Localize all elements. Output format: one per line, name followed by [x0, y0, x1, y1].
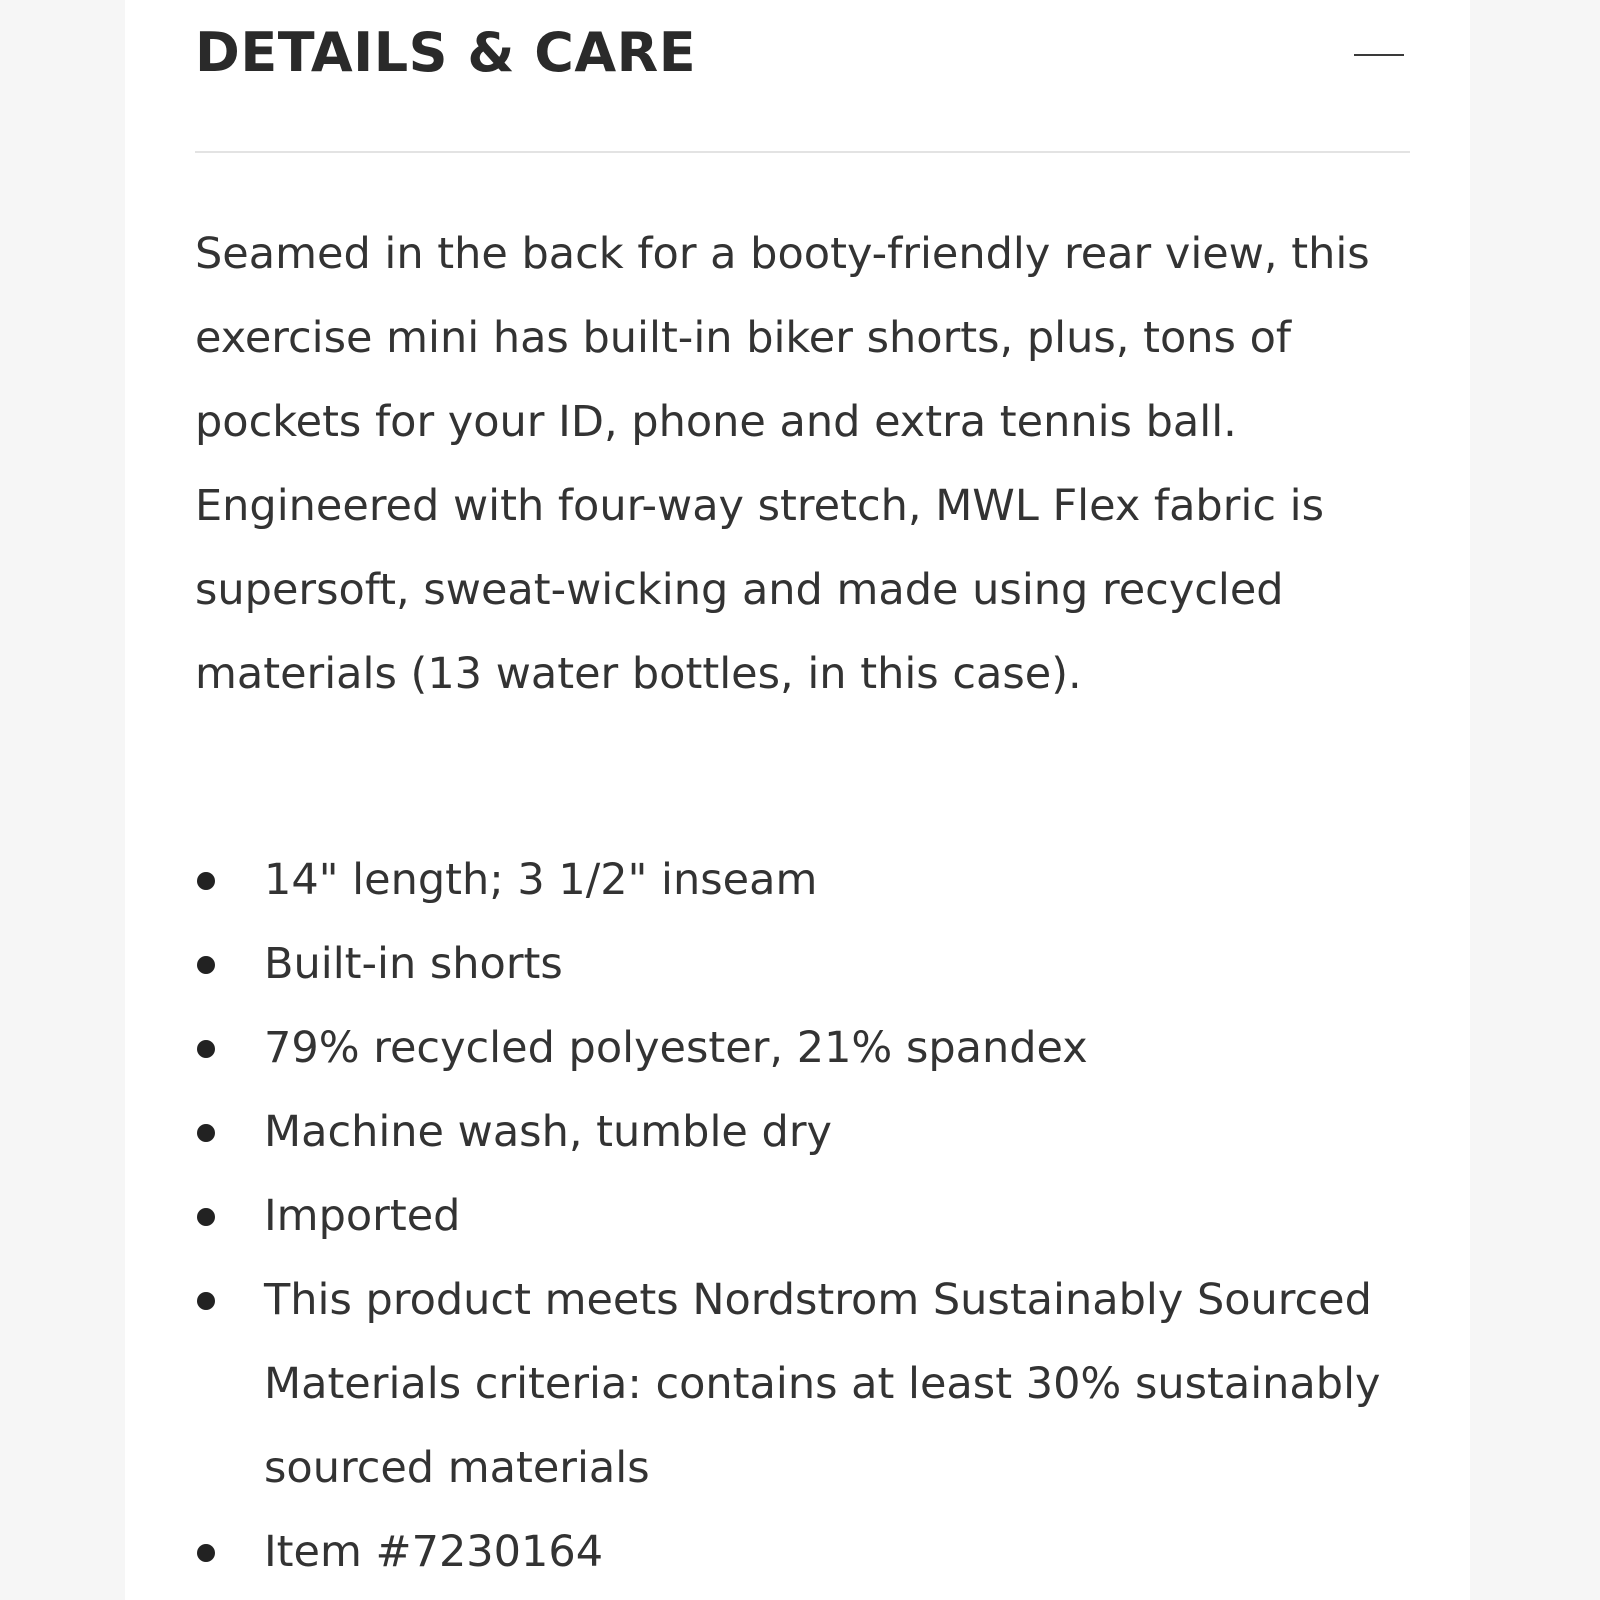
section-title: DETAILS & CARE: [195, 21, 697, 84]
feature-text: Machine wash, tumble dry: [264, 1107, 832, 1157]
feature-item: [195, 838, 1395, 922]
feature-text: 14" length; 3 1/2" inseam: [264, 855, 818, 905]
feature-text: Built-in shorts: [264, 939, 563, 989]
details-care-header[interactable]: [195, 18, 1410, 88]
bullet-icon: [197, 1124, 215, 1142]
feature-item: [195, 1006, 1395, 1090]
collapse-button[interactable]: [1348, 28, 1410, 78]
bullet-icon: [197, 1208, 215, 1226]
feature-item: [195, 1090, 1395, 1174]
feature-list: [195, 838, 1395, 1594]
feature-text: This product meets Nordstrom Sustainably Sourced Materials criteria: contains at least 30% sustainably sourced materials: [264, 1275, 1381, 1493]
feature-item: [195, 1258, 1395, 1510]
bullet-icon: [197, 956, 215, 974]
bullet-icon: [197, 1040, 215, 1058]
feature-item: [195, 922, 1395, 1006]
feature-text: 79% recycled polyester, 21% spandex: [264, 1023, 1088, 1073]
feature-item: [195, 1174, 1395, 1258]
section-divider: [195, 151, 1410, 153]
bullet-icon: [197, 1292, 215, 1310]
feature-item: [195, 1510, 1395, 1594]
minus-icon: [1354, 54, 1404, 56]
product-description: Seamed in the back for a booty-friendly rear view, this exercise mini has built-in biker shorts, plus, tons of pockets for your ID, phone and extra tennis ball. Engineered with four-way stretch, MWL Flex fabric is supersoft, sweat-wicking and made using recycled materials (13 water bottles, in this case).: [195, 229, 1370, 699]
bullet-icon: [197, 1544, 215, 1562]
bullet-icon: [197, 872, 215, 890]
feature-text: Item #7230164: [264, 1527, 604, 1577]
feature-text: Imported: [264, 1191, 461, 1241]
